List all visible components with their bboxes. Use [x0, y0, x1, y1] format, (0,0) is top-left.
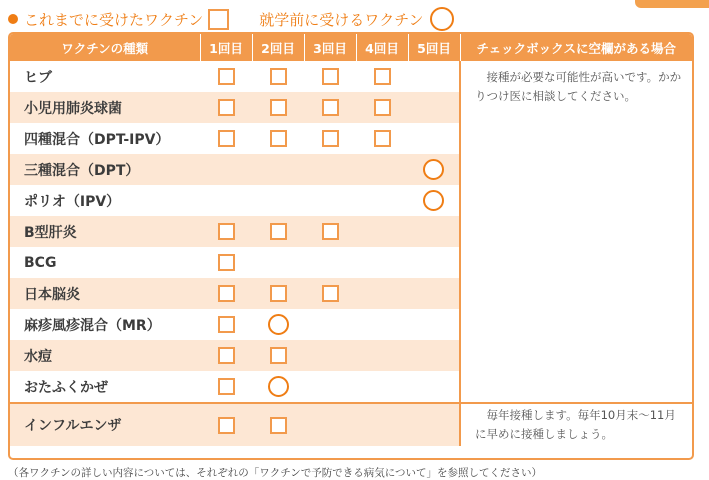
dose-cell: [304, 371, 356, 403]
dose-checkbox[interactable]: [374, 99, 391, 116]
dose-cell: [356, 403, 408, 446]
vaccine-name: ヒブ: [24, 69, 52, 86]
vaccine-name: BCG: [24, 254, 57, 271]
dose-cell: [200, 216, 252, 247]
dose-cell: [356, 309, 408, 340]
dose-cell: [304, 123, 356, 154]
dose-cell: [200, 92, 252, 123]
dose-checkbox[interactable]: [218, 68, 235, 85]
dose-cell: [304, 340, 356, 371]
dose-cell: [252, 123, 304, 154]
dose-cell: [356, 340, 408, 371]
dose-cell: [252, 61, 304, 92]
dose-cell: [200, 61, 252, 92]
header-dose-2: 2回目: [252, 34, 304, 61]
checkbox-legend-icon: [208, 9, 229, 30]
dose-cell: [408, 216, 460, 247]
dose-cell: [408, 403, 460, 446]
circle-legend-icon: [430, 7, 454, 31]
dose-cell: [356, 123, 408, 154]
footnote: （各ワクチンの詳しい内容については、それぞれの「ワクチンで予防できる病気について」を参照してください）: [8, 467, 543, 479]
vaccine-name: ポリオ（IPV）: [24, 193, 121, 210]
vaccine-name: 三種混合（DPT）: [10, 154, 200, 185]
dose-checkbox[interactable]: [322, 99, 339, 116]
dose-checkbox[interactable]: [374, 68, 391, 85]
vaccine-table: [8, 32, 694, 460]
dose-checkbox[interactable]: [322, 130, 339, 147]
dose-checkbox[interactable]: [270, 347, 287, 364]
header-dose-5: 5回目: [408, 34, 460, 61]
vaccine-name: インフルエンザ: [10, 403, 200, 446]
influenza-note: 毎年接種します。毎年10月末〜11月に早めに接種しましょう。: [460, 403, 692, 446]
dose-checkbox[interactable]: [270, 68, 287, 85]
dose-checkbox[interactable]: [374, 130, 391, 147]
dose-cell: [356, 154, 408, 185]
preschool-dose-circle[interactable]: [268, 314, 289, 335]
dose-cell: [356, 216, 408, 247]
vaccine-name: おたふくかぜ: [24, 379, 108, 396]
dose-cell: [304, 61, 356, 92]
dose-cell: [356, 185, 408, 216]
dose-cell: [304, 154, 356, 185]
dose-cell: [252, 154, 304, 185]
dose-checkbox[interactable]: [218, 223, 235, 240]
vaccine-name: 小児用肺炎球菌: [10, 92, 200, 123]
dose-cell: [408, 185, 460, 216]
vaccine-name: 日本脳炎: [10, 278, 200, 309]
header-note: チェックボックスに空欄がある場合: [460, 34, 692, 61]
dose-cell: [200, 154, 252, 185]
dose-cell: [304, 403, 356, 446]
dose-cell: [408, 61, 460, 92]
dose-checkbox[interactable]: [218, 378, 235, 395]
dose-cell: [356, 371, 408, 403]
dose-cell: [200, 340, 252, 371]
dose-cell: [200, 278, 252, 309]
dose-checkbox[interactable]: [322, 223, 339, 240]
dose-cell: [356, 61, 408, 92]
dose-cell: [408, 309, 460, 340]
table-row-influenza: [10, 403, 692, 446]
dose-cell: [252, 185, 304, 216]
dose-cell: [200, 403, 252, 446]
vaccine-name: 四種混合（DPT-IPV）: [24, 131, 170, 148]
dose-cell: [408, 247, 460, 278]
dose-cell: [408, 278, 460, 309]
vaccine-name: 麻疹風疹混合（MR）: [24, 317, 161, 334]
vaccine-name: 水痘: [10, 340, 200, 371]
dose-cell: [200, 185, 252, 216]
dose-checkbox[interactable]: [270, 223, 287, 240]
dose-cell: [200, 309, 252, 340]
dose-cell: [200, 247, 252, 278]
dose-cell: [252, 403, 304, 446]
dose-cell: [304, 247, 356, 278]
dose-checkbox[interactable]: [218, 130, 235, 147]
dose-checkbox[interactable]: [218, 285, 235, 302]
dose-cell: [200, 371, 252, 403]
dose-checkbox[interactable]: [270, 130, 287, 147]
dose-cell: [304, 92, 356, 123]
dose-cell: [356, 92, 408, 123]
table-row: [10, 61, 692, 92]
dose-checkbox[interactable]: [218, 254, 235, 271]
preschool-dose-circle[interactable]: [268, 376, 289, 397]
legend-school-label: 就学前に受けるワクチン: [259, 10, 424, 29]
header-dose-3: 3回目: [304, 34, 356, 61]
dose-cell: [200, 123, 252, 154]
table-header-row: [10, 34, 692, 61]
dose-cell: [304, 216, 356, 247]
dose-cell: [252, 340, 304, 371]
header-dose-1: 1回目: [200, 34, 252, 61]
dose-cell: [252, 371, 304, 403]
legend-received-label: これまでに受けたワクチン: [24, 10, 204, 29]
bullet-icon: [8, 14, 18, 24]
dose-cell: [252, 309, 304, 340]
dose-checkbox[interactable]: [218, 316, 235, 333]
dose-checkbox[interactable]: [218, 417, 235, 434]
dose-cell: [356, 278, 408, 309]
dose-checkbox[interactable]: [218, 347, 235, 364]
preschool-dose-circle[interactable]: [423, 159, 444, 180]
dose-checkbox[interactable]: [218, 99, 235, 116]
header-dose-4: 4回目: [356, 34, 408, 61]
blank-checkbox-note: 接種が必要な可能性が高いです。かかりつけ医に相談してください。: [460, 61, 692, 403]
preschool-dose-circle[interactable]: [423, 190, 444, 211]
dose-cell: [252, 216, 304, 247]
dose-cell: [304, 278, 356, 309]
dose-cell: [408, 340, 460, 371]
dose-cell: [408, 92, 460, 123]
dose-checkbox[interactable]: [322, 285, 339, 302]
legend: [8, 6, 454, 32]
dose-checkbox[interactable]: [322, 68, 339, 85]
dose-cell: [252, 92, 304, 123]
dose-checkbox[interactable]: [270, 285, 287, 302]
dose-cell: [252, 278, 304, 309]
corner-tab: [635, 0, 709, 8]
dose-cell: [408, 123, 460, 154]
vaccine-name: B型肝炎: [10, 216, 200, 247]
dose-cell: [408, 154, 460, 185]
dose-cell: [304, 309, 356, 340]
dose-cell: [356, 247, 408, 278]
dose-cell: [252, 247, 304, 278]
dose-cell: [408, 371, 460, 403]
header-vaccine-type: ワクチンの種類: [10, 34, 200, 61]
dose-checkbox[interactable]: [270, 99, 287, 116]
dose-cell: [304, 185, 356, 216]
dose-checkbox[interactable]: [270, 417, 287, 434]
